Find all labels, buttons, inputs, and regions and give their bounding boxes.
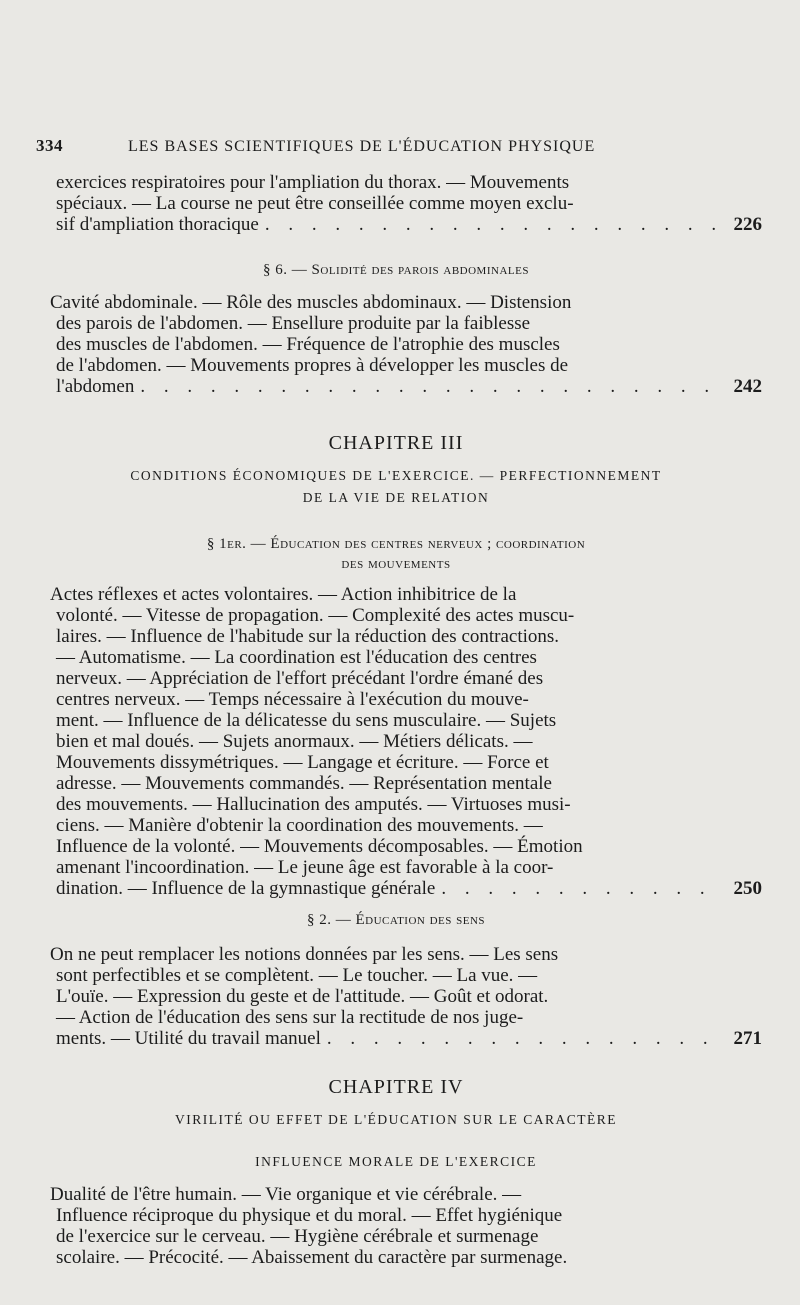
entry-line: spéciaux. — La course ne peut être conseillée comme moyen exclu- xyxy=(56,193,574,214)
entry-page-number: 242 xyxy=(733,376,762,397)
entry-line: centres nerveux. — Temps nécessaire à l'exécution du mouve- xyxy=(56,689,529,710)
entry-line: scolaire. — Précocité. — Abaissement du caractère par surmenage. xyxy=(56,1247,568,1268)
entry-line: de l'exercice sur le cerveau. — Hygiène cérébrale et surmenage xyxy=(56,1226,539,1247)
toc-entry-abdomen xyxy=(50,292,762,397)
entry-leader-line xyxy=(56,878,762,899)
entry-line: Dualité de l'être humain. — Vie organique et vie cérébrale. — xyxy=(50,1184,522,1205)
chapter-title-3: CHAPITRE III xyxy=(328,432,464,454)
running-title: LES BASES SCIENTIFIQUES DE L'ÉDUCATION PHYSIQUE xyxy=(128,138,596,155)
entry-line: On ne peut remplacer les notions données par les sens. — Les sens xyxy=(50,944,559,965)
toc-entry-ampliation xyxy=(56,172,762,235)
chapter-title-4: CHAPITRE IV xyxy=(328,1076,464,1098)
entry-line: de l'abdomen. — Mouvements propres à développer les muscles de xyxy=(56,355,569,376)
entry-line: ments. — Utilité du travail manuel xyxy=(56,1028,321,1049)
chapter-subtitle: DE LA VIE DE RELATION xyxy=(302,490,490,505)
page-number: 334 xyxy=(36,136,63,155)
entry-leader-line xyxy=(56,214,762,235)
entry-line: Actes réflexes et actes volontaires. — Action inhibitrice de la xyxy=(50,584,517,605)
entry-line: des mouvements. — Hallucination des amputés. — Virtuoses musi- xyxy=(56,794,571,815)
entry-line: sif d'ampliation thoracique xyxy=(56,214,259,235)
chapter-subtitle: VIRILITÉ OU EFFET DE L'ÉDUCATION SUR LE CARACTÈRE xyxy=(174,1112,618,1127)
entry-line: laires. — Influence de l'habitude sur la réduction des contractions. xyxy=(56,626,560,647)
entry-line: Cavité abdominale. — Rôle des muscles abdominaux. — Distension xyxy=(50,292,572,313)
toc-entry-sens xyxy=(50,944,762,1049)
entry-line: — Automatisme. — La coordination est l'éducation des centres xyxy=(56,647,537,668)
entry-line: amenant l'incoordination. — Le jeune âge est favorable à la coor- xyxy=(56,857,554,878)
entry-line: — Action de l'éducation des sens sur la rectitude de nos juge- xyxy=(56,1007,524,1028)
entry-line: l'abdomen xyxy=(56,376,135,397)
entry-line: adresse. — Mouvements commandés. — Représentation mentale xyxy=(56,773,552,794)
toc-entry-moral xyxy=(50,1184,726,1268)
entry-page-number: 250 xyxy=(733,878,762,899)
entry-leader-line xyxy=(56,1028,762,1049)
section-heading-moral: INFLUENCE MORALE DE L'EXERCICE xyxy=(255,1154,537,1169)
chapter-subtitle: CONDITIONS ÉCONOMIQUES DE L'EXERCICE. — PERFECTIONNEMENT xyxy=(130,468,662,483)
section-heading-2: § 2. — Éducation des sens xyxy=(306,912,486,928)
entry-line: bien et mal doués. — Sujets anormaux. — Métiers délicats. — xyxy=(56,731,533,752)
entry-leader-line xyxy=(56,376,762,397)
entry-line: des muscles de l'abdomen. — Fréquence de l'atrophie des muscles xyxy=(56,334,560,355)
entry-line: volonté. — Vitesse de propagation. — Complexité des actes muscu- xyxy=(56,605,575,626)
entry-line: nerveux. — Appréciation de l'effort précédant l'ordre émané des xyxy=(56,668,544,689)
dot-leader xyxy=(265,214,720,235)
entry-page-number: 226 xyxy=(733,214,762,235)
dot-leader xyxy=(140,376,720,397)
section-heading-6: § 6. — Solidité des parois abdominales xyxy=(263,262,529,278)
toc-entry-coordination xyxy=(50,584,762,899)
entry-line: L'ouïe. — Expression du geste et de l'attitude. — Goût et odorat. xyxy=(56,986,549,1007)
section-heading-1: § 1er. — Éducation des centres nerveux ; coordination xyxy=(206,536,586,552)
dot-leader xyxy=(327,1028,720,1049)
dot-leader xyxy=(441,878,720,899)
entry-line: des parois de l'abdomen. — Ensellure produite par la faiblesse xyxy=(56,313,531,334)
entry-line: Influence de la volonté. — Mouvements décomposables. — Émotion xyxy=(56,836,583,857)
entry-line: Influence réciproque du physique et du moral. — Effet hygiénique xyxy=(56,1205,563,1226)
section-heading-1-cont: des mouvements xyxy=(341,556,451,572)
entry-line: ciens. — Manière d'obtenir la coordination des mouvements. — xyxy=(56,815,543,836)
entry-line: sont perfectibles et se complètent. — Le toucher. — La vue. — xyxy=(56,965,538,986)
entry-line: Mouvements dissymétriques. — Langage et écriture. — Force et xyxy=(56,752,549,773)
entry-line: dination. — Influence de la gymnastique générale xyxy=(56,878,436,899)
entry-page-number: 271 xyxy=(733,1028,762,1049)
entry-line: ment. — Influence de la délicatesse du sens musculaire. — Sujets xyxy=(56,710,557,731)
entry-line: exercices respiratoires pour l'ampliation du thorax. — Mouvements xyxy=(56,172,570,193)
